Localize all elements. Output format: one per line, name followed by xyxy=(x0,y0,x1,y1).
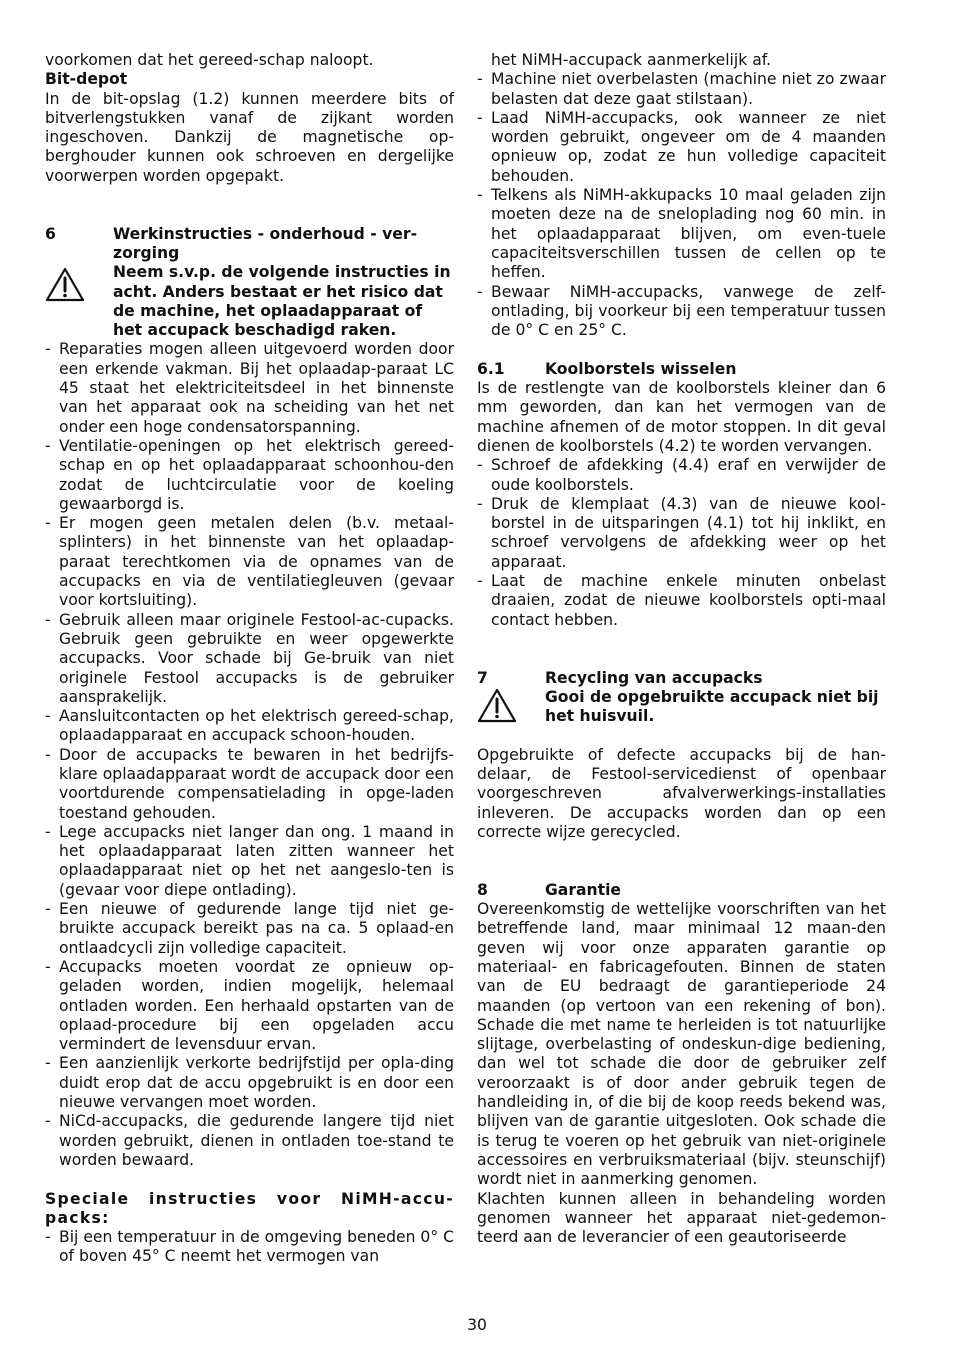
right-column xyxy=(477,51,886,1247)
list-item: - Machine niet overbelasten (machine niet zo zwaar belasten dat deze gaat stilstaan). xyxy=(477,70,886,109)
list-item: - Accupacks moeten voordat ze opnieuw op-geladen worden, indien mogelijk, helemaal ontladen worden. Een herhaald opstarten van de oplaad-procedure bij een opgeladen accu vermindert de levensduur ervan. xyxy=(45,958,454,1054)
brush-list xyxy=(477,456,886,630)
warning-text: Gooi de opgebruikte accupack niet bij het huisvuil. xyxy=(545,687,879,726)
list-item: - Een nieuwe of gedurende lange tijd niet ge-bruikte accupack bereikt pas na ca. 5 oplaad-en ontlaadcycli zijn volledige capaciteit. xyxy=(45,900,454,958)
list-item: - Telkens als NiMH-akkupacks 10 maal geladen zijn moeten deze na de sneloplading nog 60 min. in het oplaadapparaat blijven, om even-tuele capaciteitsverschillen tussen de cellen op te heffen. xyxy=(477,186,886,282)
page-number: 30 xyxy=(467,1316,487,1334)
section-8-heading xyxy=(477,881,886,900)
section-number: 6 xyxy=(45,224,56,243)
warning-text: Neem s.v.p. de volgende instructies in acht. Anders bestaat er het risico dat de machine, het oplaadapparaat of het accupack beschadigd raken. xyxy=(113,263,451,340)
section-6-1-heading xyxy=(477,360,886,379)
list-item: - Gebruik alleen maar originele Festool-ac-cupacks. Gebruik geen gebruikte en weer opgewerkte accupacks. Voor schade bij Ge-bruik van niet originele Festool accupacks is de gebruiker aansprakelijk. xyxy=(45,611,454,707)
nimh-heading: Speciale instructies voor NiMH-accu-packs: xyxy=(45,1189,454,1227)
list-item: - Ventilatie-openingen op het elektrisch gereed-schap en op het oplaadapparaat schoonhou-den zodat de luchtcirculatie voor de koeling gewaarborgd is. xyxy=(45,437,454,514)
section-8-text: Overeenkomstig de wettelijke voorschriften van het betreffende land, maar minimaal 12 maan-den geven wij voor onze apparaten garantie op materiaal- en fabricagefouten. Binnen de staten van de EU bedraagt de garantieperiode 24 maanden (op vertoon van een rekening of bon). Schade die met name te herleiden is tot natuurlijke slijtage, overbelasting of ondeskun-dige bediening, dan wel tot schade die door de gebruiker zelf veroorzaakt is of door ander gebruik tegen de handleiding in, of die bij de koop reeds bekend was, blijven van de garantie uitgesloten. Ook schade die is terug te voeren op het gebruik van niet-originele accessoires en verbruiksmateriaal (bijv. steunschijf) wordt niet in aanmerking genomen. xyxy=(477,900,886,1189)
list-item: - Reparaties mogen alleen uitgevoerd worden door een erkende vakman. Bij het oplaadap-paraat LC 45 staat het elektriciteitsdeel in het binnenste van het apparaat ook na scheiding van het net onder een hoge condensatorspanning. xyxy=(45,340,454,436)
list-item: - Aansluitcontacten op het elektrisch gereed-schap, oplaadapparaat en accupack schoon-houden. xyxy=(45,707,454,746)
bitdepot-text: In de bit-opslag (1.2) kunnen meerdere bits of bitverlengstukken vanaf de zijkant worden ingeschoven. Dankzij de magnetische op-berghouder kunnen ook schroeven en dergelijke voorwerpen worden opgepakt. xyxy=(45,89,454,185)
list-item: - Bewaar NiMH-accupacks, vanwege de zelf-ontlading, bij voorkeur bij een temperatuur tussen de 0° C en 25° C. xyxy=(477,283,886,341)
list-item: - Door de accupacks te bewaren in het bedrijfs-klare oplaadapparaat wordt de accupack door een voortdurende compensatielading in opge-laden toestand gehouden. xyxy=(45,746,454,823)
section-7-warning xyxy=(477,688,886,727)
section-6-1-text: Is de restlengte van de koolborstels kleiner dan 6 mm geworden, dan kan het vermogen van de machine afnemen of de motor stoppen. In dit geval dienen de koolborstels (4.2) te worden vervangen. xyxy=(477,379,886,455)
left-column xyxy=(45,51,454,1267)
list-item: - Bij een temperatuur in de omgeving beneden 0° C of boven 45° C neemt het vermogen van xyxy=(45,1228,454,1267)
warning-triangle-icon xyxy=(45,263,113,340)
section-title: Werkinstructies - onderhoud - ver-zorging xyxy=(113,224,418,262)
warning-triangle-icon xyxy=(477,688,545,727)
section-6-warning xyxy=(45,263,454,340)
section-6-heading xyxy=(45,225,454,264)
section-7-heading xyxy=(477,669,886,688)
list-item: - Schroef de afdekking (4.4) eraf en verwijder de oude koolborstels. xyxy=(477,456,886,495)
section-8-text-continued: Klachten kunnen alleen in behandeling worden genomen wanneer het apparaat niet-gedemon-teerd aan de leverancier of een geautoriseerde xyxy=(477,1189,886,1247)
section-title: Garantie xyxy=(545,880,622,899)
section-7-text: Opgebruikte of defecte accupacks bij de han-delaar, de Festool-servicedienst of openbaar voorgeschreven afvalverwerkings-installaties inleveren. De accupacks worden dan op een correcte wijze gerecycled. xyxy=(477,745,886,841)
list-item: - Lege accupacks niet langer dan ong. 1 maand in het oplaadapparaat laten zitten wanneer het oplaadapparaat niet op het net aangeslo-ten is (gevaar voor diepe ontlading). xyxy=(45,823,454,900)
list-item: - Laad NiMH-accupacks, ook wanneer ze niet worden gebruikt, ongeveer om de 4 maanden opnieuw op, zodat ze hun volledige capaciteit behouden. xyxy=(477,109,886,186)
section-number: 7 xyxy=(477,668,488,687)
list-item: - Druk de klemplaat (4.3) van de nieuwe kool-borstel in de uitsparingen (4.1) tot hij inklikt, en schroef vervolgens de afdekking weer op het apparaat. xyxy=(477,495,886,572)
list-item: - Er mogen geen metalen delen (b.v. metaal-splinters) in het binnenste van het oplaadap-paraat terechtkomen via de opnames van de accupacks en via de ventilatiegleuven (gevaar voor kortsluiting). xyxy=(45,514,454,610)
intro-tail: voorkomen dat het gereed-schap naloopt. xyxy=(45,51,374,69)
list-item: - Een aanzienlijk verkorte bedrijfstijd per opla-ding duidt erop dat de accu opgebruikt is en door een nieuwe vervangen moet worden. xyxy=(45,1054,454,1112)
nimh-item-tail: het NiMH-accupack aanmerkelijk af. xyxy=(491,51,772,69)
nimh-list xyxy=(477,70,886,340)
bitdepot-heading: Bit-depot xyxy=(45,70,128,89)
section-title: Koolborstels wisselen xyxy=(545,359,737,378)
list-item: - NiCd-accupacks, die gedurende langere tijd niet worden gebruikt, dienen in ontladen toe-stand te worden bewaard. xyxy=(45,1112,454,1170)
maintenance-list xyxy=(45,340,454,1170)
list-item: - Laat de machine enkele minuten onbelast draaien, zodat de nieuwe koolborstels opti-maal contact hebben. xyxy=(477,572,886,630)
section-title: Recycling van accupacks xyxy=(545,668,763,687)
section-number: 8 xyxy=(477,880,488,899)
section-number: 6.1 xyxy=(477,359,505,378)
nimh-list-start xyxy=(45,1228,454,1267)
